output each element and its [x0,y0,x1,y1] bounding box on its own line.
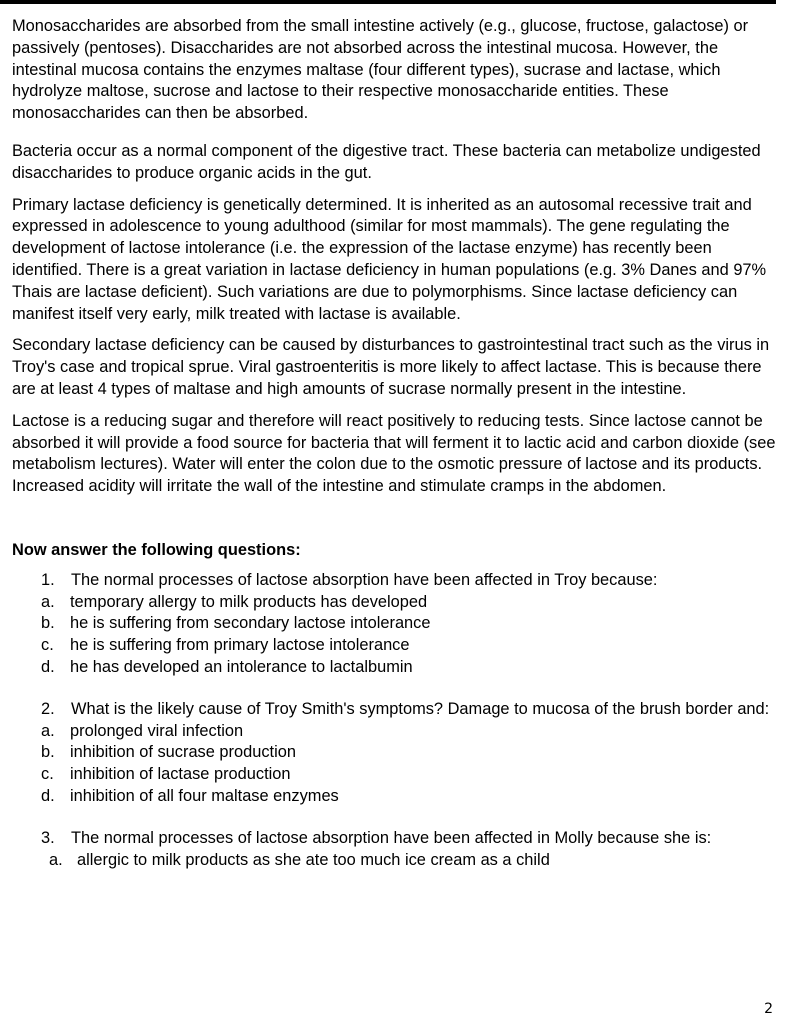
question-number: 1. [41,570,55,589]
paragraph-bacteria: Bacteria occur as a normal component of the digestive tract. These bacteria can metabolize undigested disaccharides to produce organic acids in the gut. [12,141,761,182]
option-text: he is suffering from secondary lactose intolerance [70,614,431,633]
option-letter: a. [41,721,55,740]
paragraph-primary-lactase: Primary lactase deficiency is genetically determined. It is inherited as an autosomal recessive trait and expressed in adolescence to young adulthood (similar for most mammals). The gene regulating the development of lactose intolerance (i.e. the expression of the lactase enzyme) has recently been identified. There is a great variation in lactase deficiency in human populations (e.g. 3% Danes and 97% Thais are lactase deficient). Such variations are due to polymorphisms. Since lactase deficiency can manifest itself very early, milk treated with lactase is available. [12,195,767,323]
paragraph-secondary-lactase: Secondary lactase deficiency can be caused by disturbances to gastrointestinal tract such as the virus in Troy's case and tropical sprue. Viral gastroenteritis is more likely to affect lactase. This is because there are at least 4 types of maltase and high amounts of sucrase normally present in the intestine. [12,336,770,398]
option-row [12,635,777,657]
paragraph-monosaccharides: Monosaccharides are absorbed from the small intestine actively (e.g., glucose, fructose, galactose) or passively (pentoses). Disaccharides are not absorbed across the intestinal mucosa. However, the intestinal mucosa contains the enzymes maltase (four different types), sucrase and lactase, which hydrolyze maltose, sucrose and lactose to their respective monosaccharide entities. These monosaccharides can then be absorbed. [12,17,749,123]
question-1 [12,570,777,679]
question-stem [12,699,777,721]
question-2 [12,699,777,808]
question-text: The normal processes of lactose absorption have been affected in Troy because: [71,570,658,589]
option-letter: b. [41,743,55,762]
option-text: inhibition of all four maltase enzymes [70,786,339,805]
option-row [12,721,777,743]
option-text: inhibition of sucrase production [70,743,296,762]
option-letter: d. [41,657,55,676]
page-number: 2 [764,1001,773,1018]
option-row [12,786,777,808]
option-text: he has developed an intolerance to lactalbumin [70,657,413,676]
option-letter: a. [41,592,55,611]
questions-heading: Now answer the following questions: [12,540,301,559]
option-letter: d. [41,786,55,805]
option-text: inhibition of lactase production [70,765,291,784]
option-text: allergic to milk products as she ate too much ice cream as a child [77,850,550,869]
question-number: 2. [41,699,55,718]
option-text: temporary allergy to milk products has developed [70,592,428,611]
option-row [12,850,777,872]
option-row [12,742,777,764]
question-stem [12,828,777,850]
option-letter: c. [41,765,54,784]
option-letter: c. [41,636,54,655]
option-letter: a. [49,850,63,869]
option-text: prolonged viral infection [70,721,244,740]
question-number: 3. [41,828,55,847]
option-letter: b. [41,614,55,633]
question-stem [12,570,777,592]
top-rule [0,0,776,4]
question-text: What is the likely cause of Troy Smith's symptoms? Damage to mucosa of the brush border and: [71,699,770,718]
document-body [12,16,777,871]
question-text: The normal processes of lactose absorption have been affected in Molly because she is: [71,828,712,847]
option-row [12,764,777,786]
paragraph-lactose-reducing: Lactose is a reducing sugar and therefore will react positively to reducing tests. Since lactose cannot be absorbed it will provide a food source for bacteria that will ferment it to lactic acid and carbon dioxide (see metabolism lectures). Water will enter the colon due to the osmotic pressure of lactose and its products. Increased acidity will irritate the wall of the intestine and stimulate cramps in the abdomen. [12,411,776,496]
option-text: he is suffering from primary lactose intolerance [70,636,410,655]
option-row [12,613,777,635]
question-3 [12,828,777,872]
option-row [12,592,777,614]
option-row [12,657,777,679]
